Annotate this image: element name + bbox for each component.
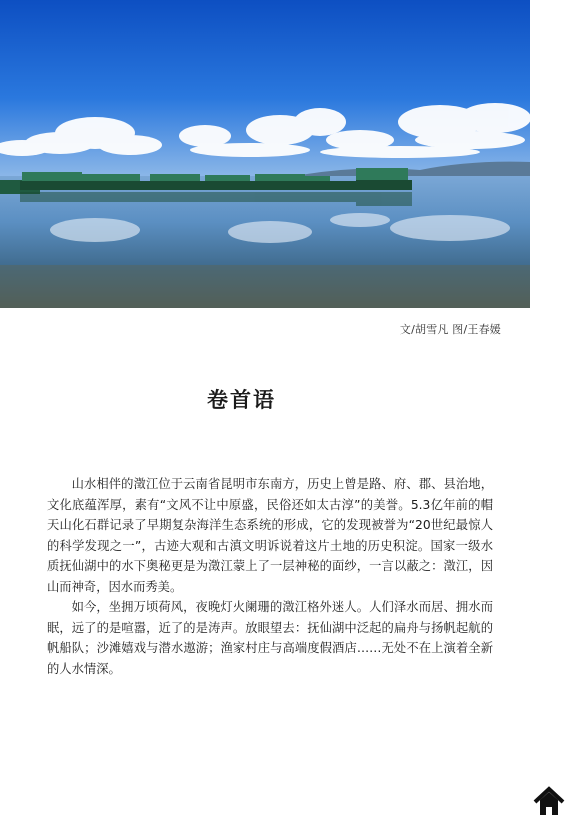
paragraph: 如今，坐拥万顷荷风，夜晚灯火阑珊的澂江格外迷人。人们泽水而居、拥水而眠，远了的是喧嚣，近了的是涛声。放眼望去：抚仙湖中泛起的扁舟与扬帆起航的帆船队；沙滩嬉戏与潜水遨游；渔家村庄与高端度假酒店……无处不在上演着全新的人水情深。 (47, 600, 493, 676)
paragraph: 山水相伴的澂江位于云南省昆明市东南方，历史上曾是路、府、郡、县治地，文化底蕴浑厚，素有“文风不让中原盛，民俗还如太古淳”的美誉。5.3亿年前的帽天山化石群记录了早期复杂海洋生态系统的形成，它的发现被誉为“20世纪最惊人的科学发现之一”，古迹大观和古滇文明诉说着这片土地的历史积淀。国家一级水质抚仙湖中的水下奥秘更是为澂江蒙上了一层神秘的面纱，一言以蔽之：澂江，因山而神奇，因水而秀美。 (47, 477, 493, 594)
page-title: 卷首语 (207, 388, 276, 412)
photo-credit: 文/胡雪凡 图/王春媛 (399, 323, 501, 336)
hero-image (0, 0, 530, 308)
article-body (47, 474, 493, 679)
home-button[interactable] (532, 785, 566, 819)
home-icon (532, 785, 566, 819)
